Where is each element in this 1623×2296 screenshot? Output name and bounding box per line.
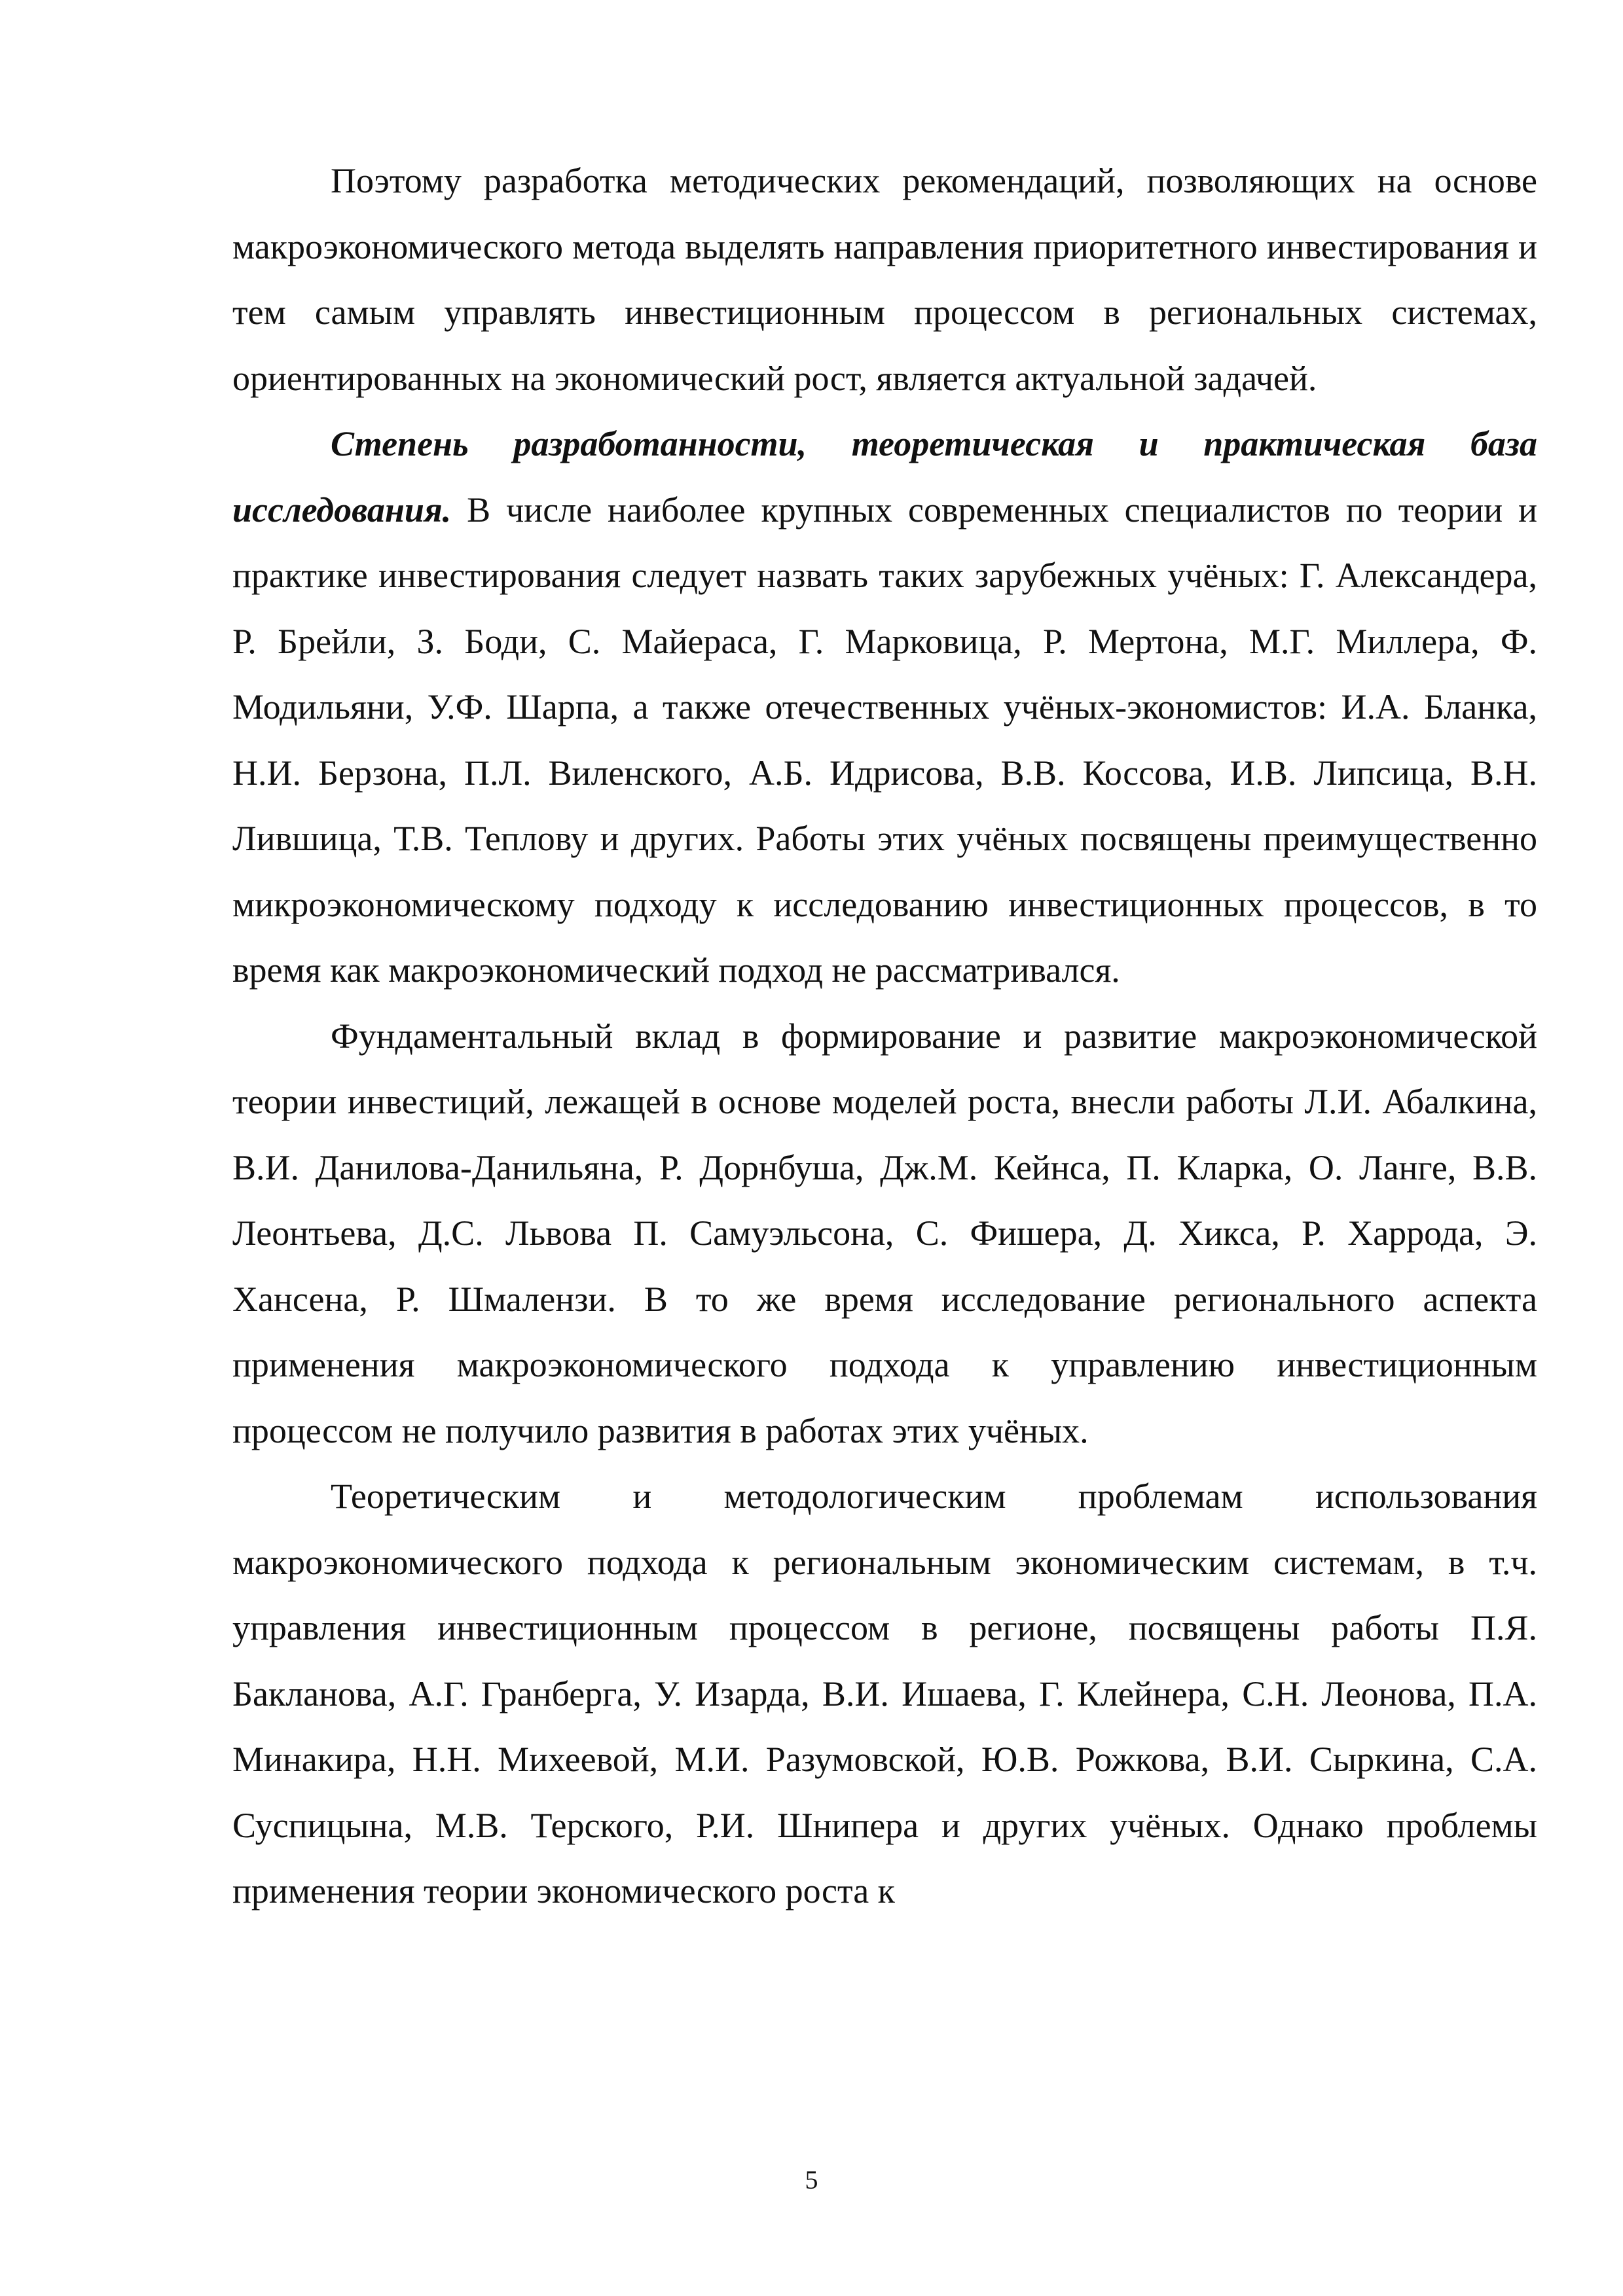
paragraph-lead-heading: Степень разработанности, теоретическая и практическая база исследования.	[232, 424, 1537, 529]
paragraph-text: Теоретическим и методологическим проблемам использования макроэкономического подхода к региональным экономическим системам, в т.ч. управления инвестиционным процессом в регионе, посвящены работы П.Я. Бакланова, А.Г. Гранберга, У. Изарда, В.И. Ишаева, Г. Клейнера, С.Н. Леонова, П.А. Минакира, Н.Н. Михеевой, М.И. Разумовской, Ю.В. Рожкова, В.И. Сыркина, С.А. Суспицына, М.В. Терского, Р.И. Шнипера и других учёных. Однако проблемы применения теории экономического роста к	[232, 1477, 1537, 1910]
paragraph-regional-approach	[232, 1463, 1537, 1924]
paragraph-text: Фундаментальный вклад в формирование и развитие макроэкономической теории инвестиций, лежащей в основе моделей роста, внесли работы Л.И. Абалкина, В.И. Данилова-Данильяна, Р. Дорнбуша, Дж.М. Кейнса, П. Кларка, О. Ланге, В.В. Леонтьева, Д.С. Львова П. Самуэльсона, С. Фишера, Д. Хикса, Р. Харрода, Э. Хансена, Р. Шмалензи. В то же время исследование регионального аспекта применения макроэкономического подхода к управлению инвестиционным процессом не получило развития в работах этих учёных.	[232, 1016, 1537, 1450]
page-number: 5	[805, 2165, 818, 2195]
document-body	[232, 148, 1537, 1924]
paragraph-text: В числе наиболее крупных современных специалистов по теории и практике инвестирования следует назвать таких зарубежных учёных: Г. Александера, Р. Брейли, З. Боди, С. Майераса, Г. Марковица, Р. Мертона, М.Г. Миллера, Ф. Модильяни, У.Ф. Шарпа, а также отечественных учёных-экономистов: И.А. Бланка, Н.И. Берзона, П.Л. Виленского, А.Б. Идрисова, В.В. Коссова, И.В. Липсица, В.Н. Лившица, Т.В. Теплову и других. Работы этих учёных посвящены преимущественно микроэкономическому подходу к исследованию инвестиционных процессов, в то время как макроэкономический подход не рассматривался.	[232, 490, 1537, 990]
paragraph-macro-theory	[232, 1003, 1537, 1464]
paragraph-research-base	[232, 411, 1537, 1003]
paragraph-relevance	[232, 148, 1537, 411]
paragraph-text: Поэтому разработка методических рекомендаций, позволяющих на основе макроэкономического метода выделять направления приоритетного инвестирования и тем самым управлять инвестиционным процессом в региональных системах, ориентированных на экономический рост, является актуальной задачей.	[232, 161, 1537, 398]
